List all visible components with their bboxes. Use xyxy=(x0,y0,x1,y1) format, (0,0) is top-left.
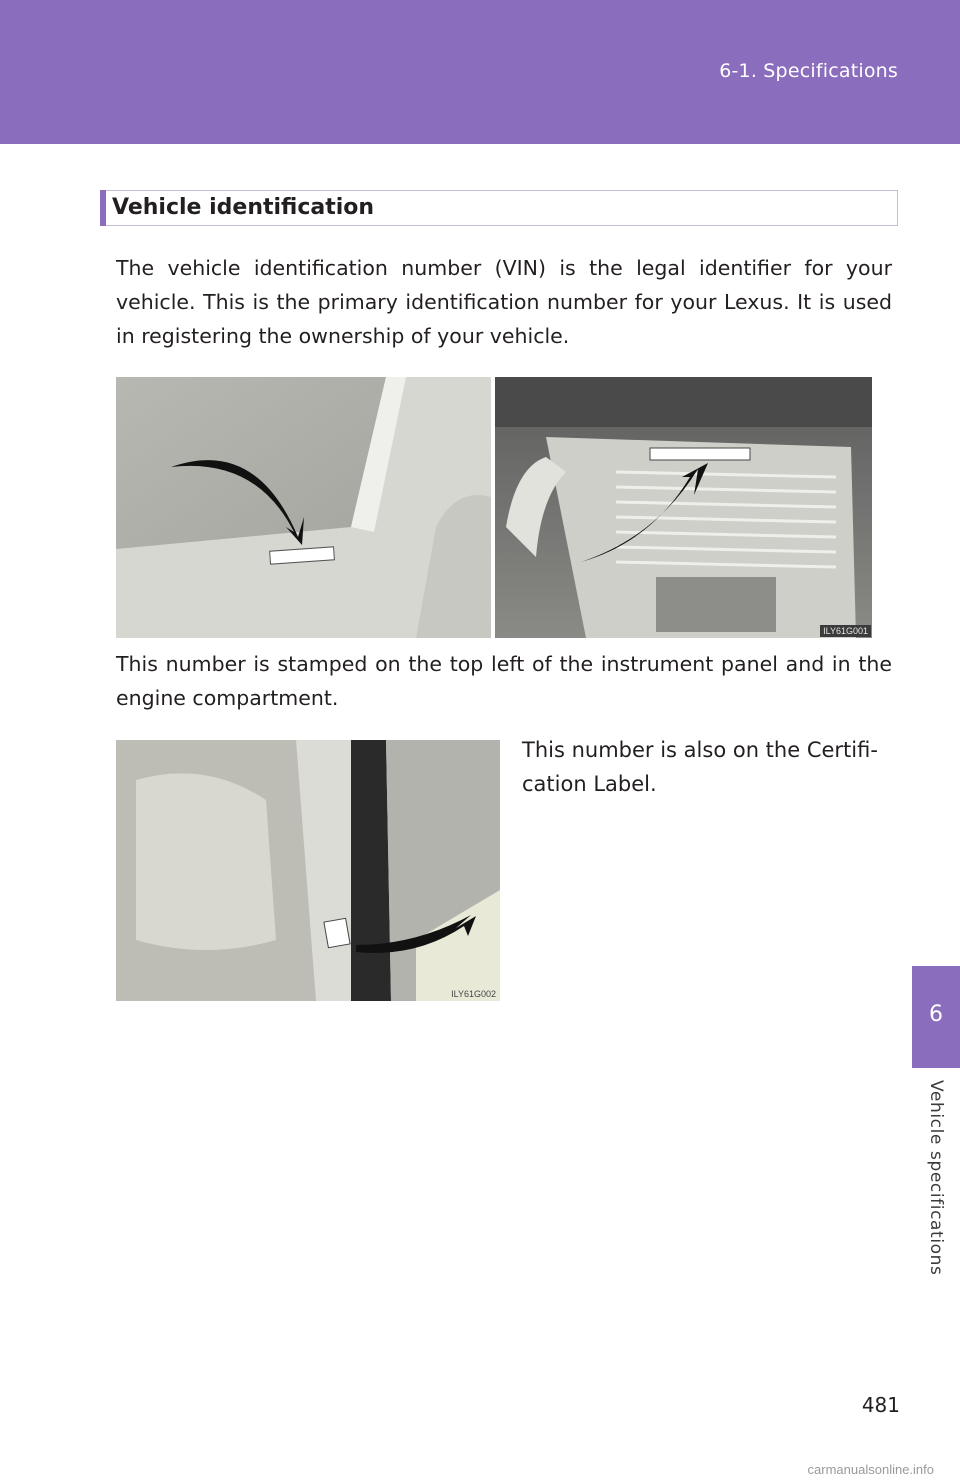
vin-location-illustration xyxy=(116,377,872,638)
figure-code: ILY61G001 xyxy=(820,625,871,637)
chapter-title: Vehicle specifications xyxy=(926,1080,946,1276)
certification-label-figure xyxy=(116,740,500,1001)
watermark: carmanualsonline.info xyxy=(807,1462,934,1477)
header-band xyxy=(0,0,960,144)
heading-accent-bar xyxy=(100,190,106,226)
page-number: 481 xyxy=(861,1393,900,1417)
heading-text: Vehicle identification xyxy=(112,195,375,220)
chapter-number: 6 xyxy=(929,1002,943,1027)
certification-paragraph: This number is also on the Certifi-cation Label. xyxy=(522,738,878,796)
figure-code: ILY61G002 xyxy=(448,988,499,1000)
vin-location-figure xyxy=(116,377,872,638)
chapter-tab[interactable] xyxy=(912,966,960,1068)
section-heading xyxy=(100,190,898,226)
location-paragraph: This number is stamped on the top left of the instrument panel and in the engine compartment. xyxy=(116,652,892,710)
intro-paragraph: The vehicle identification number (VIN) is the legal identifier for your vehicle. This is the primary identification number for your Lexus. It is used in registering the ownership of your vehicle. xyxy=(116,256,892,348)
door-jamb-illustration xyxy=(116,740,500,1001)
section-label: 6-1. Specifications xyxy=(719,60,898,82)
